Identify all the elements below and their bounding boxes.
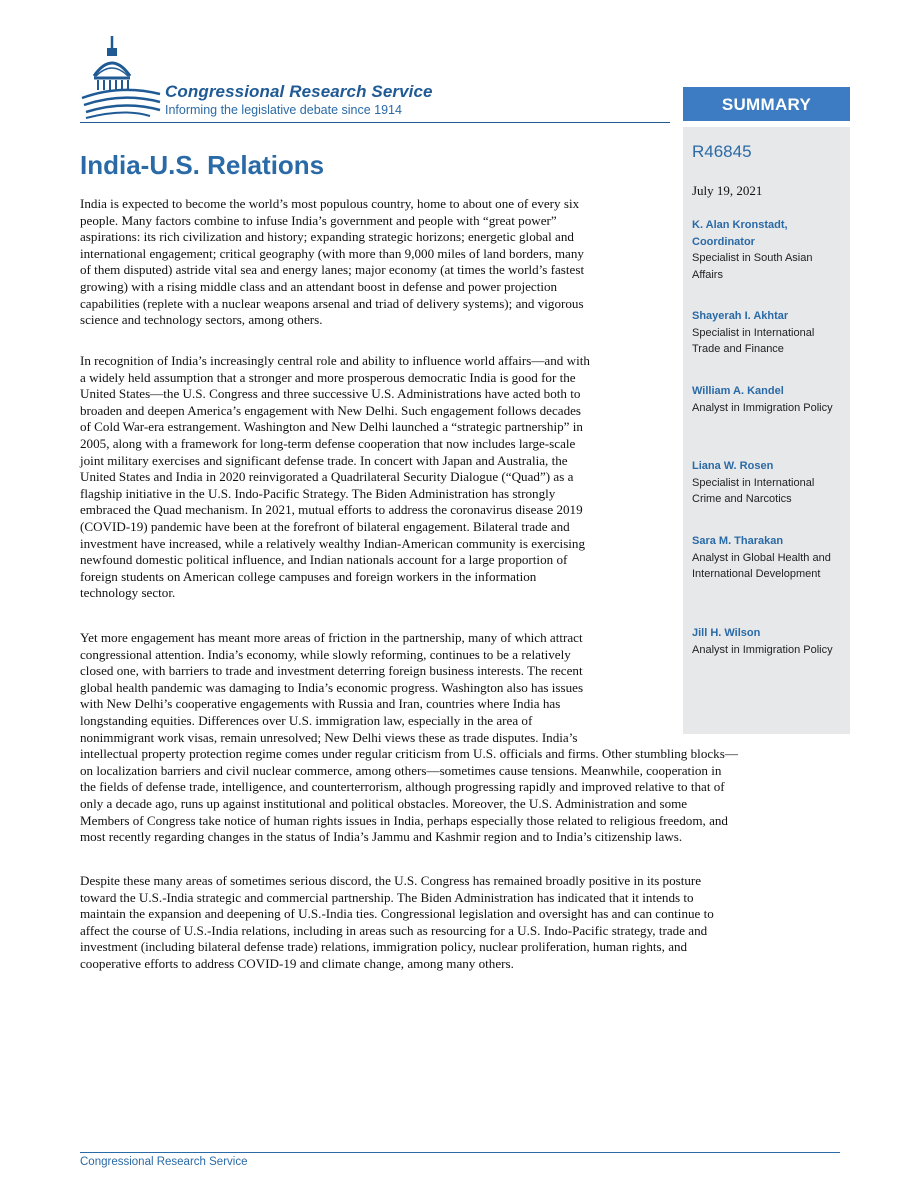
text-line: capabilities (replete with a nuclear weapons arsenal and triad of delivery systems); and vigorous <box>80 295 584 311</box>
text-line: technology sector. <box>80 585 176 601</box>
text-line: India is expected to become the world’s most populous country, home to about one of every six <box>80 196 580 211</box>
text-line: intellectual property protection regime comes under regular criticism from U.S. officials and firms. Other stumbling blocks— <box>80 746 738 762</box>
text-line: nonimmigrant work visas, remain unresolved; New Delhi views these as trade disputes. India’s <box>80 729 578 745</box>
summary-paragraph <box>80 630 738 846</box>
text-line: of Cold War-era estrangement. Washington and New Delhi launched a “strategic partnership” in <box>80 419 583 435</box>
author-entry <box>692 383 842 416</box>
org-name: Congressional Research Service <box>165 82 433 101</box>
author-entry <box>692 458 842 508</box>
page-title: India-U.S. Relations <box>80 150 325 180</box>
text-line: embraced the Quad mechanism. In 2021, mutual efforts to address the coronavirus disease 2019 <box>80 502 583 518</box>
text-line: the fields of defense trade, intelligence, and counterterrorism, although progressing rapidly and improved relative to that of <box>80 779 725 795</box>
header-divider <box>80 122 670 123</box>
report-date: July 19, 2021 <box>692 183 763 198</box>
text-line: congressional attention. India’s economy, while slowly reforming, continues to be a relatively <box>80 646 571 662</box>
author-entry <box>692 308 842 358</box>
text-line: Yet more engagement has meant more areas of friction in the partnership, many of which attract <box>80 630 583 645</box>
text-line: of them disputed) astride vital sea and energy lanes; major economy (at times the world’s fastest <box>80 262 585 278</box>
author-entry <box>692 217 842 283</box>
summary-paragraph <box>80 873 714 973</box>
text-line: Despite these many areas of sometimes serious discord, the U.S. Congress has remained broadly positive in its posture <box>80 873 702 888</box>
author-role: Specialist in South Asian Affairs <box>692 252 813 281</box>
text-line: toward the U.S.-India strategic and commercial partnership. The Biden Administration has indicated that it intends to <box>80 889 694 905</box>
text-line: broaden and deepen America’s engagement with New Delhi. Such engagement follows decades <box>80 402 582 418</box>
text-line: closed one, with barriers to trade and investment deterring foreign business interests. The recent <box>80 663 583 679</box>
author-extra: Coordinator <box>692 235 755 248</box>
text-line: growing) with a rising middle class and an attendant boost in defense and power projection <box>80 278 558 294</box>
text-line: United States—the U.S. Congress and three successive U.S. Administrations have acted both to <box>80 386 581 402</box>
text-line: international engagement; critical geography (with more than 9,000 miles of land borders, many <box>80 245 584 261</box>
org-tagline: Informing the legislative debate since 1914 <box>165 103 402 117</box>
summary-banner: SUMMARY <box>683 87 850 121</box>
author-role: Analyst in Immigration Policy <box>692 401 833 414</box>
footer-divider <box>80 1152 840 1153</box>
text-line: people. Many factors combine to infuse India’s government and people with “great power” <box>80 212 557 228</box>
text-line: science and technology sectors, among others. <box>80 312 323 328</box>
author-name: K. Alan Kronstadt, <box>692 219 788 231</box>
text-line: flagship initiative in the U.S. Indo-Pacific Strategy. The Biden Administration has strongly <box>80 485 556 501</box>
text-line: with New Delhi’s cooperative engagements with Russia and Iran, countries where India has <box>80 696 561 712</box>
summary-paragraph <box>80 353 590 602</box>
text-line: United States and India in 2020 reinvigorated a Quadrilateral Security Dialogue (“Quad”) as a <box>80 469 574 485</box>
text-line: Members of Congress take notice of human rights issues in India, perhaps especially those related to religious freedom, and <box>80 812 728 828</box>
text-line: longstanding equities. Differences over U.S. immigration law, especially in the area of <box>80 712 533 728</box>
text-line: joint military exercises and significant defense trade. In concert with Japan and Australia, the <box>80 452 568 468</box>
footer-text: Congressional Research Service <box>80 1156 248 1168</box>
text-line: global health pandemic was damaging to India’s economic progress. Washington also has issues <box>80 679 584 695</box>
author-name: Sara M. Tharakan <box>692 535 784 547</box>
report-id: R46845 <box>692 142 752 161</box>
author-role: Specialist in International Crime and Narcotics <box>692 476 815 505</box>
text-line: 2005, along with a framework for long-term defense cooperation that now includes large-scale <box>80 435 576 451</box>
text-line: investment have increased, while a relatively wealthy Indian-American community is exercising <box>80 535 586 551</box>
text-line: In recognition of India’s increasingly central role and ability to influence world affairs—and with <box>80 353 590 368</box>
author-name: Liana W. Rosen <box>692 460 774 472</box>
author-name: Shayerah I. Akhtar <box>692 310 789 322</box>
author-role: Analyst in Global Health and International Development <box>692 551 831 580</box>
text-line: only a decade ago, runs up against institutional and political obstacles. Moreover, the U.S. Administration and some <box>80 795 688 811</box>
text-line: affect the course of U.S.-India relations, including in areas such as resourcing for a U.S. Indo-Pacific strategy, trade and <box>80 922 708 938</box>
text-line: foreign students on American college campuses and foreign workers in the information <box>80 568 537 584</box>
summary-paragraph <box>80 196 584 329</box>
text-line: maintain the expansion and deepening of U.S.-India ties. Congressional legislation and oversight has and can continue to <box>80 906 714 922</box>
text-line: (COVID-19) pandemic have been at the forefront of bilateral engagement. Bilateral trade and <box>80 518 570 534</box>
text-line: newfound domestic political influence, and Indian nationals account for a large proportion of <box>80 552 568 568</box>
text-line: most recently regarding changes in the status of India’s Jammu and Kashmir region and to India’s citizenship laws. <box>80 829 683 845</box>
author-name: Jill H. Wilson <box>692 627 761 639</box>
author-name: William A. Kandel <box>692 385 784 397</box>
author-entry <box>692 533 842 583</box>
text-line: aspirations: its rich civilization and history; expanding strategic horizons; energetic global and <box>80 229 574 245</box>
author-role: Analyst in Immigration Policy <box>692 643 833 656</box>
text-line: cooperative efforts to address COVID-19 and climate change, among many others. <box>80 955 514 971</box>
text-line: investment (including bilateral defense trade) relations, immigration policy, nuclear proliferation, human rights, and <box>80 939 688 955</box>
author-role: Specialist in International Trade and Finance <box>692 326 815 355</box>
text-line: on localization barriers and civil nuclear commerce, among others—sometimes cause tensions. Meanwhile, cooperation in <box>80 762 722 778</box>
text-line: a widely held assumption that a stronger and more prosperous democratic India is good for the <box>80 369 576 385</box>
